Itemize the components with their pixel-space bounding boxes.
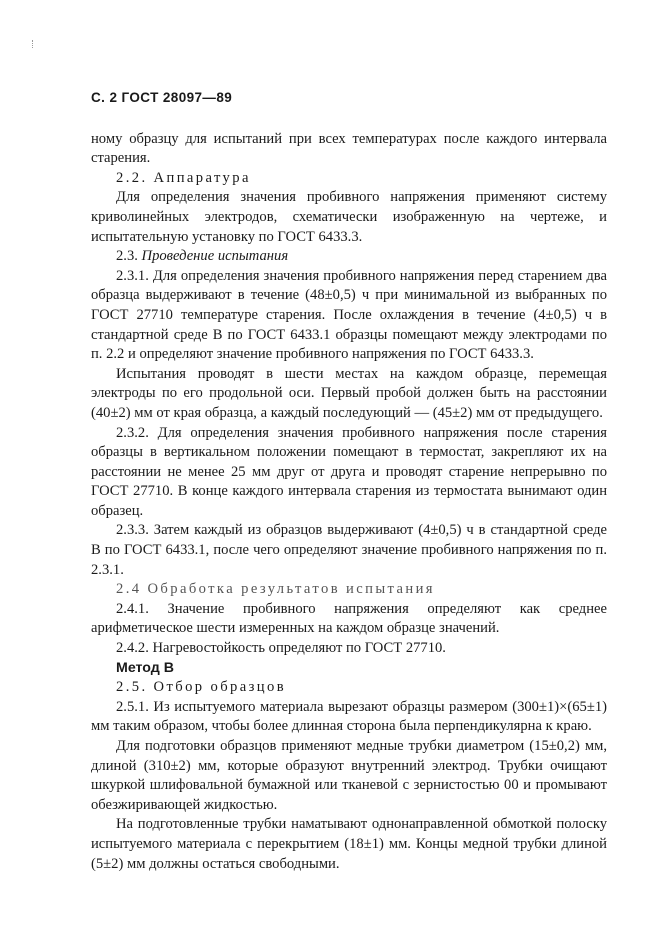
section-heading-2-5: 2.5. Отбор образцов (116, 679, 286, 696)
paragraph-apparatus: Для определения значения пробивного напряжения применяют систему криволинейных электродов, схематически изображенную на чертеже, и испытательную установку по ГОСТ 6433.3. (91, 189, 607, 245)
section-heading-2-4: 2.4 Обработка результатов испытания (116, 581, 435, 598)
section-number: 2.3. (116, 248, 138, 265)
document-page (91, 88, 607, 874)
paragraph-2-3-3: 2.3.3. Затем каждый из образцов выдерживают (4±0,5) ч в стандартной среде В по ГОСТ 6433.1, после чего определяют значение пробивного напряжения по п. 2.3.1. (91, 522, 607, 578)
section-heading-2-2: 2.2. Аппаратура (116, 169, 251, 186)
margin-mark (32, 40, 35, 48)
paragraph-2-3-2: 2.3.2. Для определения значения пробивного напряжения после старения образцы в вертикальном положении помещают в термостат, закрепляют их на расстоянии не менее 25 мм друг от друга и проводят старение непрерывно по ГОСТ 27710. В конце каждого интервала старения из термостата вынимают один образец. (91, 424, 607, 519)
paragraph-2-3-1: 2.3.1. Для определения значения пробивного напряжения перед старением два образца выдерживают в течение (48±0,5) ч при минимальной из выбранных по ГОСТ 27710 температуре старения. После охлаждения в течение (4±0,5) ч в стандартной среде В по ГОСТ 6433.1 образцы помещают между электродами по п. 2.2 и определяют значение пробивного напряжения по ГОСТ 6433.3. (91, 267, 607, 363)
page-header: С. 2 ГОСТ 28097—89 (91, 90, 233, 105)
paragraph-2-5-1: 2.5.1. Из испытуемого материала вырезают образцы размером (300±1)×(65±1) мм таким образом, чтобы более длинная сторона была перпендикулярна к краю. (91, 698, 607, 735)
section-title: Проведение испытания (141, 248, 289, 265)
paragraph-continuation: ному образцу для испытаний при всех температурах после каждого интервала старения. (91, 130, 607, 167)
paragraph-test-locations: Испытания проводят в шести местах на каждом образце, перемещая электроды по его продольной оси. Первый пробой должен быть на расстоянии (40±2) мм от края образца, а каждый последующий — (45±2) мм от предыдущего. (91, 365, 607, 421)
paragraph-2-4-1: 2.4.1. Значение пробивного напряжения определяют как среднее арифметическое шести измеренных на каждом образце значений. (91, 600, 607, 637)
section-heading-2-3 (91, 247, 607, 267)
paragraph-2-4-2: 2.4.2. Нагревостойкость определяют по ГОСТ 27710. (116, 640, 446, 657)
paragraph-winding: На подготовленные трубки наматывают однонаправленной обмоткой полоску испытуемого материала с перекрытием (18±1) мм. Концы медной трубки длиной (5±2) мм должны остаться свободными. (91, 816, 607, 872)
method-heading: Метод В (116, 659, 174, 676)
paragraph-sample-prep: Для подготовки образцов применяют медные трубки диаметром (15±0,2) мм, длиной (310±2) мм, которые образуют внутренний электрод. Трубки очищают шкуркой шлифовальной бумажной или тканевой с зернистостью 00 и промывают обезжиривающей жидкостью. (91, 738, 607, 813)
